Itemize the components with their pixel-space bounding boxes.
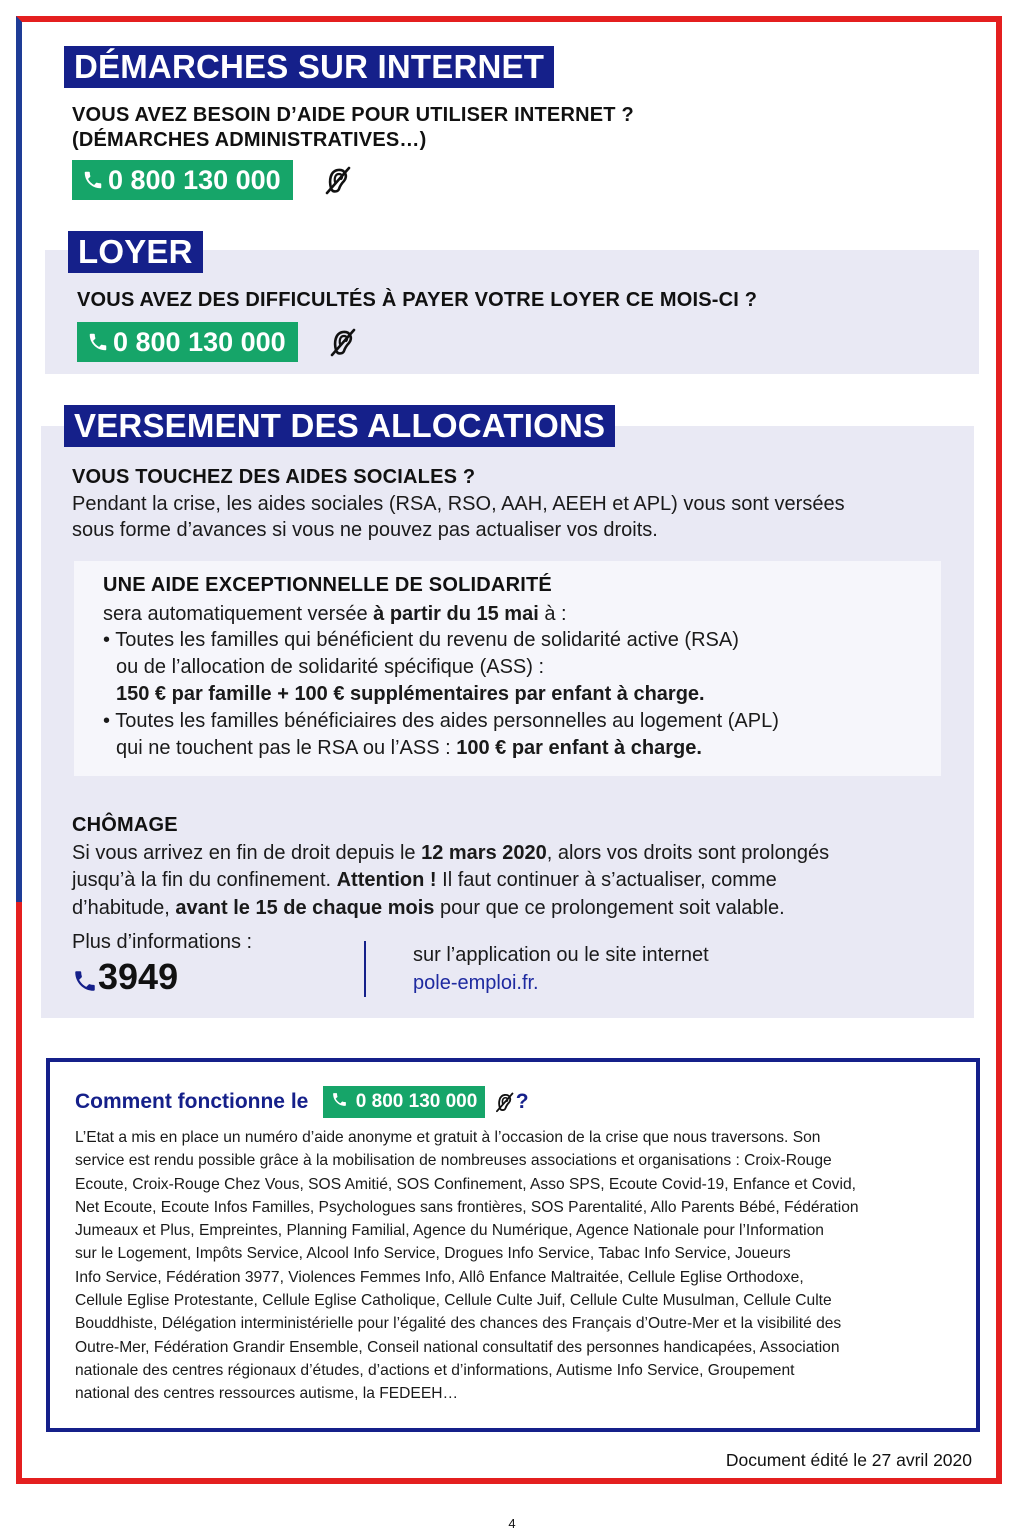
chomage-l3-deadline: avant le 15 de chaque mois <box>175 897 435 919</box>
loyer-question: VOUS AVEZ DES DIFFICULTÉS À PAYER VOTRE LOYER CE MOIS-CI ? <box>77 289 758 311</box>
hearing-impaired-icon <box>492 1090 516 1114</box>
phone-icon <box>82 169 104 191</box>
pole-emploi-phone[interactable] <box>72 957 178 998</box>
footer-title <box>75 1086 529 1118</box>
allocations-text-line1: Pendant la crise, les aides sociales (RSA, RSO, AAH, AEEH et APL) vous sont versées <box>72 493 845 515</box>
aide-bullet1-line2: ou de l’allocation de solidarité spécifique (ASS) : <box>116 656 545 678</box>
phone-icon <box>72 968 98 994</box>
section-title-loyer: LOYER <box>68 231 203 273</box>
chomage-l3-end: pour que ce prolongement soit valable. <box>434 897 785 919</box>
phone-icon <box>331 1091 348 1108</box>
chomage-l2-attention: Attention ! <box>336 869 437 891</box>
aide-intro-text: sera automatiquement versée <box>103 603 374 625</box>
footer-title-text: Comment fonctionne le <box>75 1090 309 1113</box>
aide-bullet2-line1: • Toutes les familles bénéficiaires des aides personnelles au logement (APL) <box>103 710 779 732</box>
page-number: 4 <box>508 1516 516 1531</box>
aide-heading: UNE AIDE EXCEPTIONNELLE DE SOLIDARITÉ <box>103 574 552 596</box>
footer-line: nationale des centres régionaux d’études, d’actions et d’informations, Autisme Info Service, Groupement <box>75 1361 795 1379</box>
hearing-impaired-icon <box>325 325 359 359</box>
internet-question-line1: VOUS AVEZ BESOIN D’AIDE POUR UTILISER INTERNET ? <box>72 104 634 126</box>
pole-emploi-phone-number: 3949 <box>98 956 179 997</box>
footer-line: Bouddhiste, Délégation interministérielle pour l’égalité des chances des Français d’Outre-Mer et la visibilité des <box>75 1315 842 1333</box>
chomage-l1-end: , alors vos droits sont prolongés <box>546 842 830 864</box>
chomage-l1-text: Si vous arrivez en fin de droit depuis le <box>72 842 422 864</box>
internet-phone-button[interactable] <box>72 160 293 200</box>
allocations-text-line2: sous forme d’avances si vous ne pouvez pas actualiser vos droits. <box>72 519 658 541</box>
pole-emploi-link[interactable]: pole-emploi.fr. <box>413 972 539 994</box>
internet-phone-number: 0 800 130 000 <box>108 165 281 195</box>
footer-phone-pill[interactable] <box>323 1086 486 1118</box>
section-title-allocations: VERSEMENT DES ALLOCATIONS <box>64 405 615 447</box>
more-info-label: Plus d’informations : <box>72 931 253 953</box>
chomage-l3-text: d’habitude, <box>72 897 176 919</box>
internet-question-line2: (DÉMARCHES ADMINISTRATIVES…) <box>72 129 427 151</box>
aide-intro <box>103 601 567 627</box>
footer-line: Cellule Eglise Protestante, Cellule Eglise Catholique, Cellule Culte Juif, Cellule Culte Musulman, Cellule Culte <box>75 1292 832 1310</box>
chomage-line1 <box>72 840 829 866</box>
footer-line: Jumeaux et Plus, Empreintes, Planning Familial, Agence du Numérique, Agence Nationale pour l’Information <box>75 1222 824 1240</box>
aide-intro-end: à : <box>538 603 567 625</box>
footer-phone-number: 0 800 130 000 <box>355 1091 478 1112</box>
hearing-impaired-icon <box>320 163 354 197</box>
allocations-question: VOUS TOUCHEZ DES AIDES SOCIALES ? <box>72 466 476 488</box>
aide-bullet1-amount: 150 € par famille + 100 € supplémentaires par enfant à charge. <box>116 683 705 705</box>
aide-bullet2-line2 <box>116 735 702 761</box>
footer-line: Net Ecoute, Ecoute Infos Familles, Psychologues sans frontières, SOS Parentalité, Allo Parents Bébé, Fédération <box>75 1198 859 1216</box>
footer-line: L’Etat a mis en place un numéro d’aide anonyme et gratuit à l’occasion de la crise que nous traversons. Son <box>75 1129 821 1146</box>
chomage-line2 <box>72 867 777 893</box>
phone-icon <box>87 331 109 353</box>
chomage-line3 <box>72 895 785 921</box>
footer-line: service est rendu possible grâce à la mobilisation de nombreuses associations et organisations : Croix-Rouge <box>75 1152 832 1170</box>
document-date: Document édité le 27 avril 2020 <box>725 1450 972 1470</box>
footer-line: Ecoute, Croix-Rouge Chez Vous, SOS Amitié, SOS Confinement, Asso SPS, Ecoute Covid-19, Enfance et Covid, <box>75 1175 856 1193</box>
footer-line: Info Service, Fédération 3977, Violences Femmes Info, Allô Enfance Maltraitée, Cellule Eglise Orthodoxe, <box>75 1268 804 1286</box>
aide-bullet2-amount: 100 € par enfant à charge. <box>456 737 702 759</box>
loyer-phone-number: 0 800 130 000 <box>113 327 286 357</box>
aide-intro-date: à partir du 15 mai <box>373 603 539 625</box>
section-title-internet: DÉMARCHES SUR INTERNET <box>64 46 554 88</box>
chomage-l1-date: 12 mars 2020 <box>421 842 547 864</box>
info-divider <box>364 941 366 997</box>
footer-title-question-mark: ? <box>515 1090 529 1113</box>
footer-line: Outre-Mer, Fédération Grandir Ensemble, Conseil national consultatif des personnes handicapées, Association <box>75 1338 840 1356</box>
aide-bullet1-line1: • Toutes les familles qui bénéficient du revenu de solidarité active (RSA) <box>103 629 739 651</box>
chomage-l2-end: Il faut continuer à s’actualiser, comme <box>436 869 777 891</box>
footer-line: national des centres ressources autisme, la FEDEEH… <box>75 1385 459 1403</box>
aide-bullet2-text: qui ne touchent pas le RSA ou l’ASS : <box>116 737 457 759</box>
footer-line: sur le Logement, Impôts Service, Alcool Info Service, Drogues Info Service, Tabac Info Service, Joueurs <box>75 1245 791 1263</box>
chomage-l2-text: jusqu’à la fin du confinement. <box>72 869 337 891</box>
app-text: sur l’application ou le site internet <box>413 944 709 966</box>
chomage-heading: CHÔMAGE <box>72 814 178 836</box>
loyer-phone-button[interactable] <box>77 322 298 362</box>
footer-paragraph <box>75 1126 955 1406</box>
